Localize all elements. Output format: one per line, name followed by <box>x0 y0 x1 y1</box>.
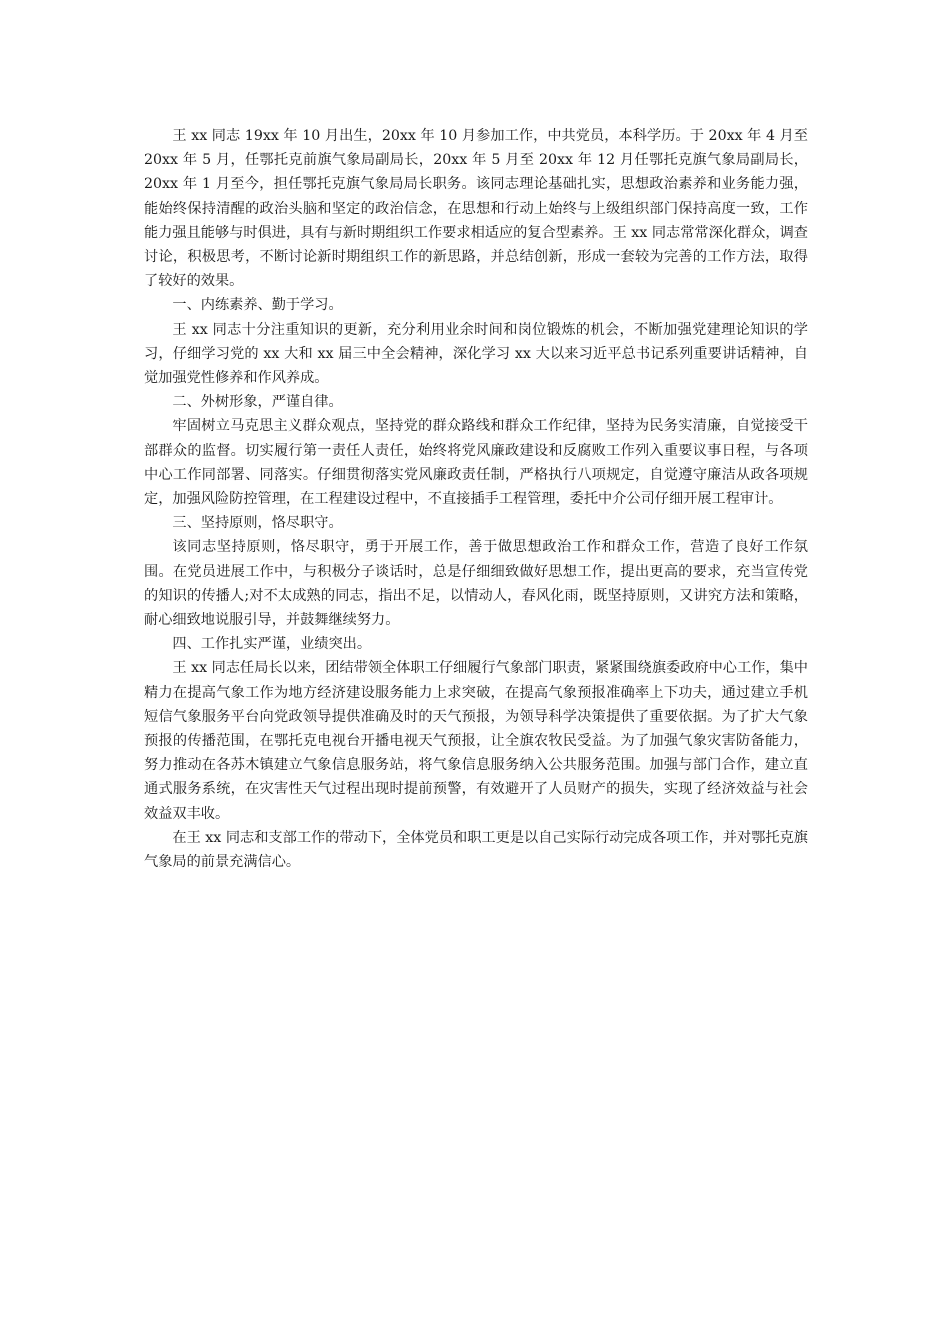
section-heading-3: 三、坚持原则，恪尽职守。 <box>172 515 343 532</box>
section-heading-2: 二、外树形象，严谨自律。 <box>172 394 343 411</box>
section-paragraph-1: 王 xx 同志十分注重知识的更新，充分利用业余时间和岗位锻炼的机会，不断加强党建理论知识的学习，仔细学习党的 xx 大和 xx 届三中全会精神，深化学习 xx 大以来习近平总书记系列重要讲话精神，自觉加强党性修养和作风养成。 <box>144 321 808 387</box>
section-heading-4: 四、工作扎实严谨，业绩突出。 <box>172 636 372 653</box>
section-paragraph-3: 该同志坚持原则，恪尽职守，勇于开展工作，善于做思想政治工作和群众工作，营造了良好工作氛围。在党员进展工作中，与积极分子谈话时，总是仔细细致做好思想工作，提出更高的要求，充当宣传党的知识的传播人;对不太成熟的同志，指出不足，以情动人，春风化雨，既坚持原则，又讲究方法和策略，耐心细致地说服引导，并鼓舞继续努力。 <box>144 539 808 629</box>
intro-paragraph: 王 xx 同志 19xx 年 10 月出生，20xx 年 10 月参加工作，中共党员，本科学历。于 20xx 年 4 月至 20xx 年 5 月，任鄂托克前旗气象局副局长，20xx 年 5 月至 20xx 年 12 月任鄂托克旗气象局副局长，20xx 年 1 月至今，担任鄂托克旗气象局局长职务。该同志理论基础扎实，思想政治素养和业务能力强，能始终保持清醒的政治头脑和坚定的政治信念，在思想和行动上始终与上级组织部门保持高度一致，工作能力强且能够与时俱进，具有与新时期组织工作要求相适应的复合型素养。王 xx 同志常常深化群众，调查讨论，积极思考，不断讨论新时期组织工作的新思路，并总结创新，形成一套较为完善的工作方法，取得了较好的效果。 <box>144 128 808 290</box>
closing-paragraph: 在王 xx 同志和支部工作的带动下，全体党员和职工更是以自己实际行动完成各项工作，并对鄂托克旗气象局的前景充满信心。 <box>144 829 808 871</box>
section-paragraph-2: 牢固树立马克思主义群众观点，坚持党的群众路线和群众工作纪律，坚持为民务实清廉，自觉接受干部群众的监督。切实履行第一责任人责任，始终将党风廉政建设和反腐败工作列入重要议事日程，与各项中心工作同部署、同落实。仔细贯彻落实党风廉政责任制，严格执行八项规定，自觉遵守廉洁从政各项规定，加强风险防控管理，在工程建设过程中，不直接插手工程管理，委托中介公司仔细开展工程审计。 <box>144 418 808 508</box>
document-body <box>144 124 808 874</box>
section-heading-1: 一、内练素养、勤于学习。 <box>172 297 343 314</box>
section-paragraph-4: 王 xx 同志任局长以来，团结带领全体职工仔细履行气象部门职责，紧紧围绕旗委政府中心工作，集中精力在提高气象工作为地方经济建设服务能力上求突破，在提高气象预报准确率上下功夫，通过建立手机短信气象服务平台向党政领导提供准确及时的天气预报，为领导科学决策提供了重要依据。为了扩大气象预报的传播范围，在鄂托克电视台开播电视天气预报，让全旗农牧民受益。为了加强气象灾害防备能力，努力推动在各苏木镇建立气象信息服务站，将气象信息服务纳入公共服务范围。加强与部门合作，建立直通式服务系统，在灾害性天气过程出现时提前预警，有效避开了人员财产的损失，实现了经济效益与社会效益双丰收。 <box>144 660 808 822</box>
